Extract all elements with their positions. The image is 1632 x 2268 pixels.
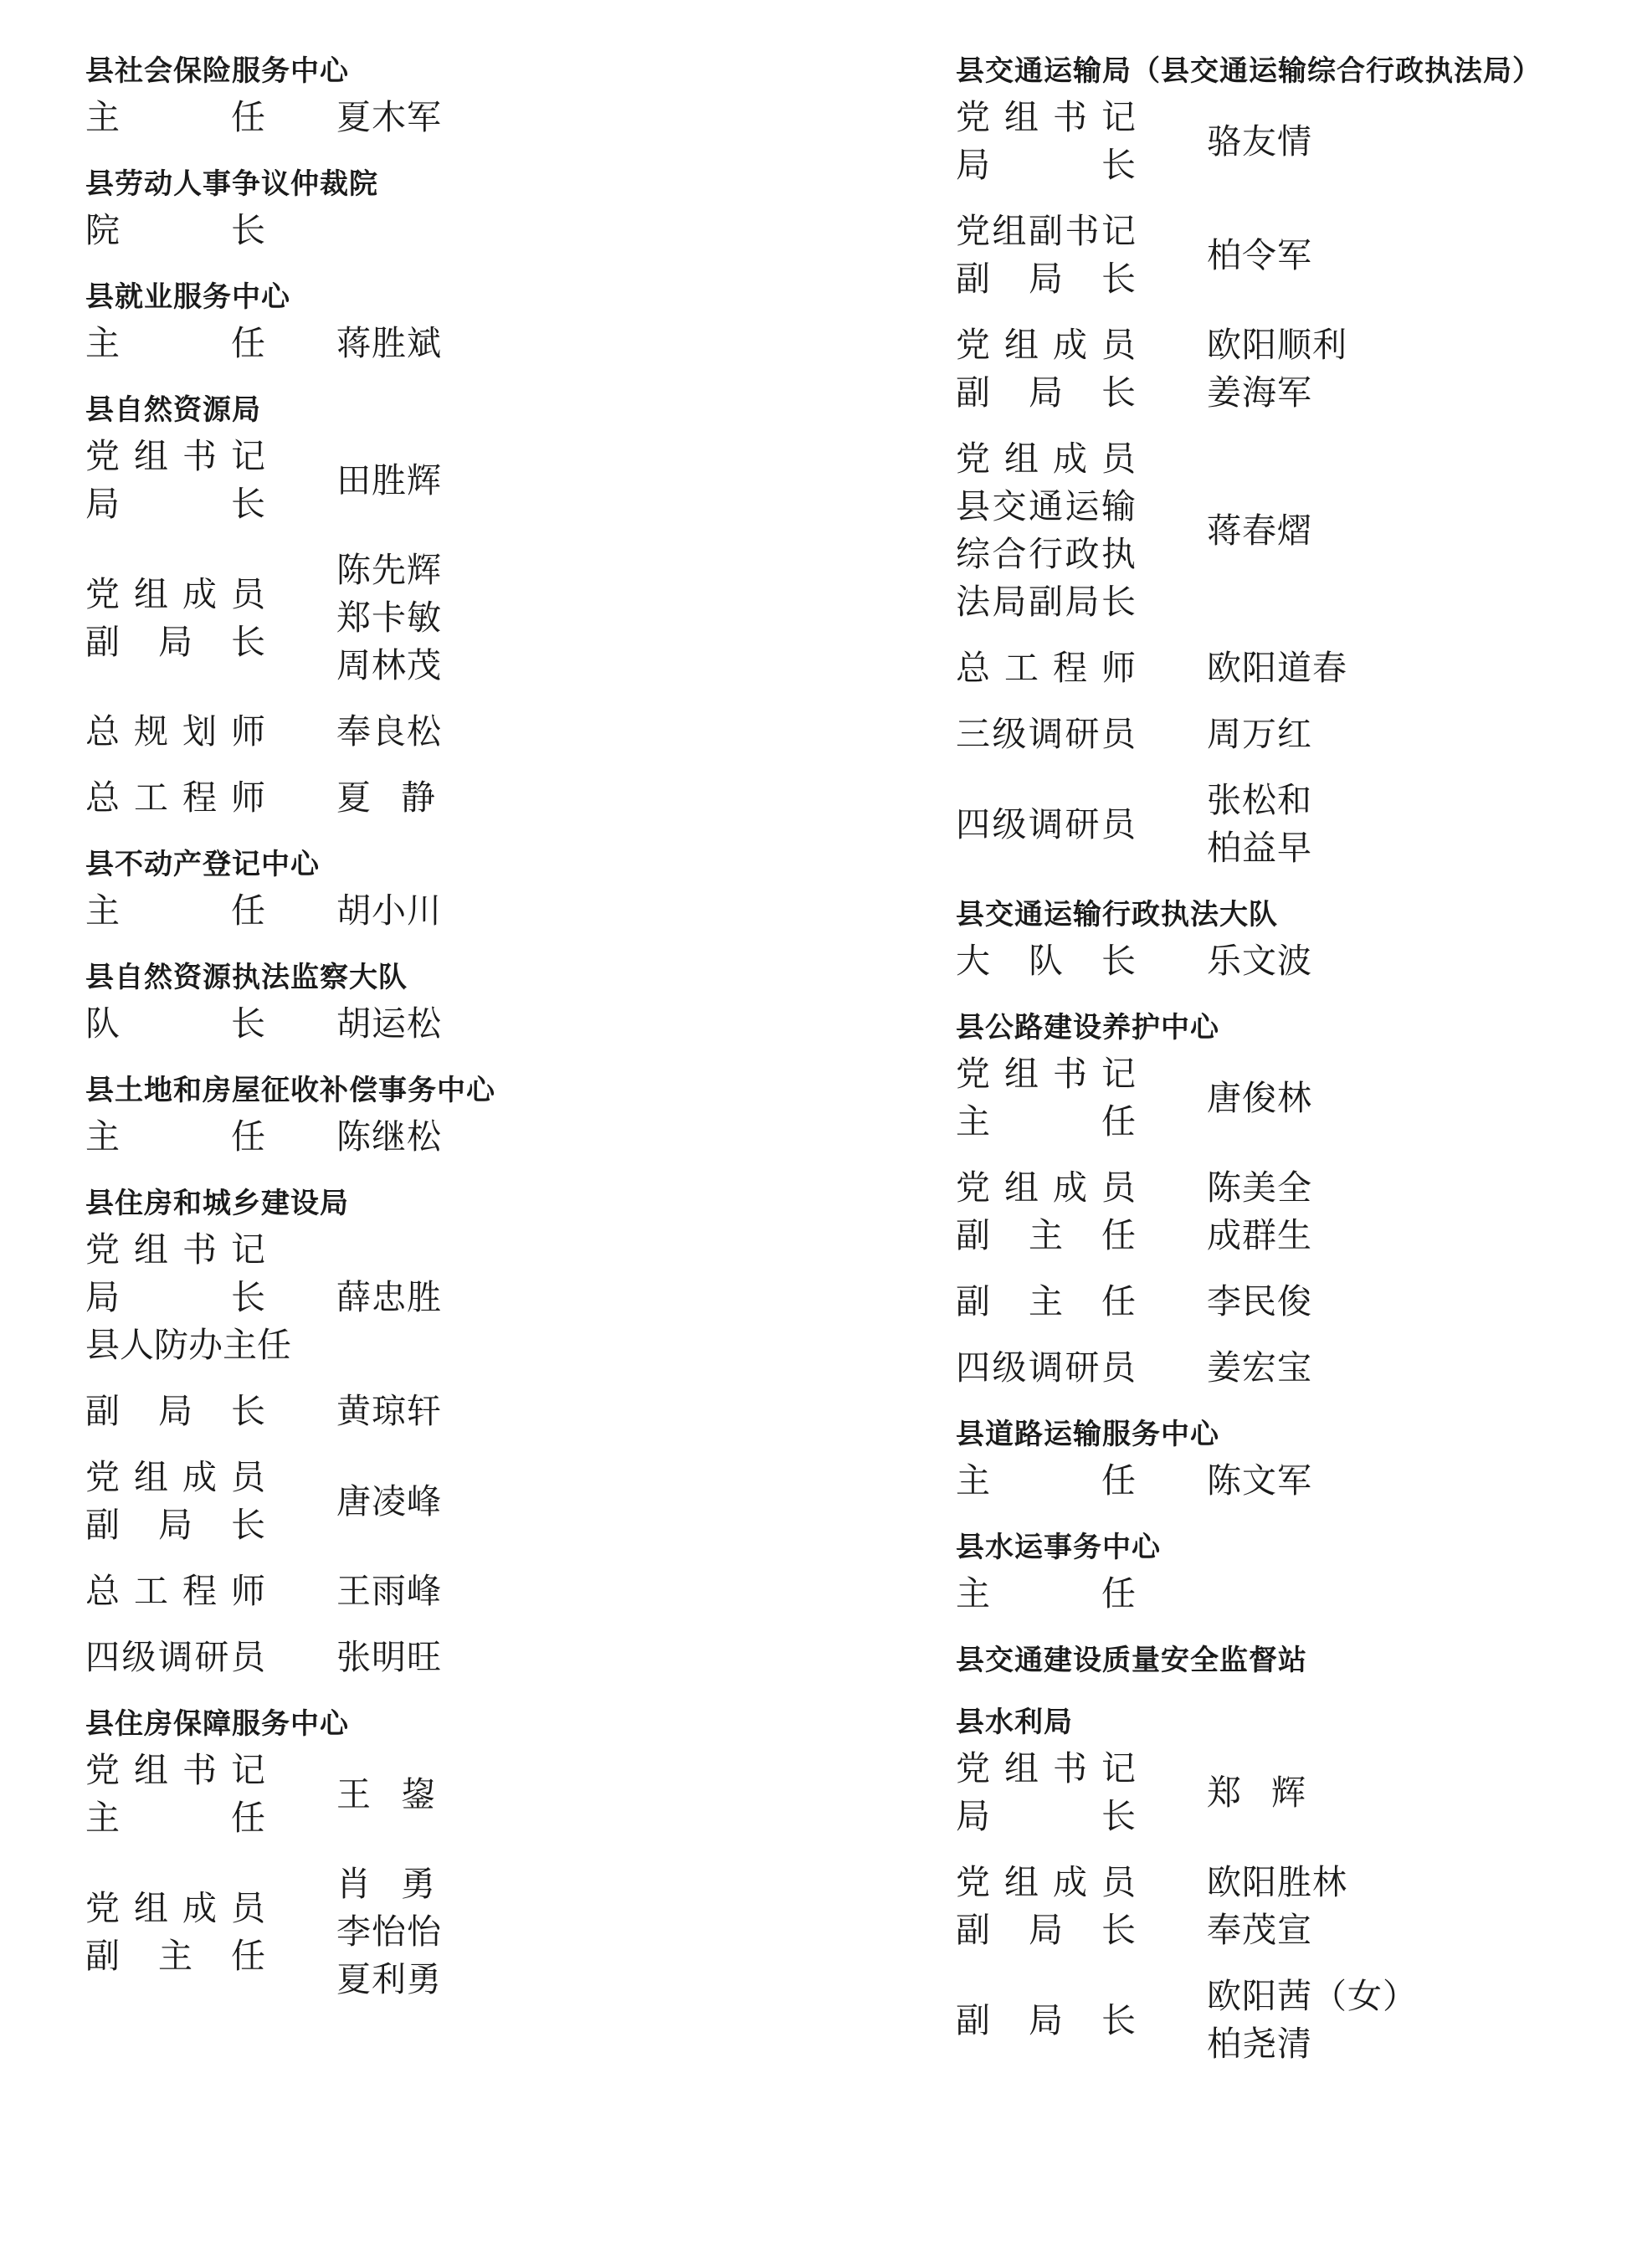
person-name: 薛忠胜 [336, 1277, 442, 1317]
org-section [956, 52, 1625, 872]
position-titles [85, 433, 265, 528]
person-names [336, 1274, 839, 1321]
person-names [336, 94, 839, 141]
person-names [1207, 232, 1625, 280]
position-title: 主 任 [85, 1798, 265, 1838]
position-titles [956, 1050, 1136, 1146]
person-name: 陈文军 [1207, 1460, 1312, 1501]
person-names [336, 1113, 839, 1161]
position-row [956, 1164, 1625, 1260]
person-names [1207, 1344, 1625, 1392]
person-names [336, 1478, 839, 1526]
person-name: 王雨峰 [336, 1571, 442, 1611]
position-title: 党组成员 [956, 1167, 1136, 1208]
position-row [85, 708, 839, 756]
person-name: 唐凌峰 [336, 1480, 442, 1521]
person-names [1207, 1278, 1625, 1326]
position-titles [85, 1388, 265, 1435]
person-names [336, 546, 839, 690]
position-titles [85, 1454, 265, 1549]
position-row [85, 1860, 839, 2004]
org-section [85, 391, 839, 822]
person-name: 周万红 [1207, 714, 1312, 754]
person-name: 陈先辉 [336, 550, 442, 590]
person-name: 田胜辉 [336, 459, 442, 500]
org-title: 县劳动人事争议仲裁院 [85, 167, 378, 201]
org-title: 县住房和城乡建设局 [85, 1187, 349, 1220]
org-section [85, 1184, 839, 1681]
person-name: 夏利勇 [336, 1959, 442, 1999]
position-title: 主 任 [85, 97, 265, 137]
position-row [956, 1859, 1625, 1954]
position-titles [85, 94, 265, 141]
person-names [1207, 644, 1625, 692]
org-title: 县道路运输服务中心 [956, 1418, 1219, 1451]
position-row [956, 1050, 1625, 1146]
person-name: 欧阳顺利 [1207, 325, 1347, 365]
position-titles [956, 1278, 1136, 1326]
right-column [956, 52, 1625, 2091]
person-names [1207, 118, 1625, 166]
position-titles [85, 1113, 265, 1161]
position-title: 主 任 [85, 1116, 265, 1157]
person-names [336, 320, 839, 367]
position-title: 总工程师 [956, 648, 1136, 688]
position-titles [956, 1859, 1136, 1954]
person-names [336, 457, 839, 505]
position-title: 县人防办主任 [85, 1325, 291, 1365]
position-titles [85, 1000, 265, 1048]
position-row [85, 94, 839, 141]
position-row [956, 94, 1625, 189]
org-section [85, 52, 839, 141]
person-names [1207, 1973, 1625, 2068]
position-row [956, 435, 1625, 626]
position-row [956, 937, 1625, 985]
person-name: 李民俊 [1207, 1281, 1312, 1321]
position-titles [956, 321, 1136, 417]
person-name: 胡小川 [336, 890, 442, 931]
org-section [956, 1641, 1625, 1680]
position-row [956, 777, 1625, 872]
position-title: 四级调研员 [956, 803, 1136, 844]
position-title: 副主任 [85, 1935, 265, 1976]
position-titles [956, 208, 1136, 303]
person-names [1207, 937, 1625, 985]
org-title: 县交通运输局（县交通运输综合行政执法局） [956, 54, 1542, 88]
position-row [85, 1634, 839, 1681]
person-names [336, 887, 839, 935]
org-title: 县自然资源局 [85, 393, 261, 427]
position-row [85, 320, 839, 367]
position-titles [85, 708, 265, 756]
position-title: 三级调研员 [956, 714, 1136, 754]
position-title: 党组副书记 [956, 211, 1136, 251]
position-titles [956, 1997, 1136, 2045]
position-title: 副局长 [956, 259, 1136, 299]
org-section [85, 958, 839, 1048]
position-row [956, 1745, 1625, 1840]
position-title: 总工程师 [85, 1571, 265, 1611]
position-row [956, 1973, 1625, 2068]
person-name: 欧阳茜（女） [1207, 1976, 1418, 2016]
person-name: 奉良松 [336, 711, 442, 752]
person-names [336, 1388, 839, 1435]
position-titles [85, 1747, 265, 1842]
person-names [1207, 1164, 1625, 1260]
person-name: 骆友情 [1207, 121, 1312, 162]
person-name: 张明旺 [336, 1637, 442, 1677]
position-title: 综合行政执 [956, 534, 1136, 574]
person-names [336, 1000, 839, 1048]
person-name: 郑辉 [1207, 1772, 1336, 1813]
position-title: 副局长 [956, 1910, 1136, 1950]
position-title: 主 任 [956, 1460, 1136, 1501]
position-title: 党组书记 [956, 1054, 1136, 1094]
person-name: 郑卡敏 [336, 598, 442, 638]
person-name: 夏木军 [336, 97, 442, 137]
person-name: 奉茂宣 [1207, 1910, 1312, 1950]
position-titles [956, 937, 1136, 985]
position-row [956, 644, 1625, 692]
person-name: 周林茂 [336, 645, 442, 685]
position-titles [956, 801, 1136, 849]
person-names [1207, 777, 1625, 872]
position-title: 主 任 [85, 890, 265, 931]
position-title: 主 任 [85, 323, 265, 363]
position-row [85, 433, 839, 528]
position-title: 四级调研员 [956, 1347, 1136, 1388]
position-row [85, 1747, 839, 1842]
position-row [85, 1568, 839, 1615]
org-title: 县土地和房屋征收补偿事务中心 [85, 1074, 495, 1107]
left-column [85, 52, 839, 2027]
position-row [956, 1344, 1625, 1392]
person-name: 黄琼轩 [336, 1391, 442, 1431]
position-title: 队 长 [85, 1003, 265, 1044]
person-names [336, 708, 839, 756]
person-name: 蒋春熠 [1207, 510, 1312, 551]
position-row [85, 774, 839, 822]
org-section [85, 845, 839, 935]
person-name: 夏静 [336, 777, 465, 818]
position-row [956, 208, 1625, 303]
position-title: 局 长 [85, 1277, 265, 1317]
position-titles [956, 1164, 1136, 1260]
position-row [85, 1388, 839, 1435]
position-row [85, 1000, 839, 1048]
position-title: 党组书记 [85, 1750, 265, 1790]
person-name: 陈美全 [1207, 1167, 1312, 1208]
person-name: 蒋胜斌 [336, 323, 442, 363]
org-section [956, 895, 1625, 985]
position-titles [85, 320, 265, 367]
position-title: 法局副局长 [956, 582, 1136, 622]
position-title: 主 任 [956, 1101, 1136, 1142]
position-title: 副主任 [956, 1215, 1136, 1255]
org-title: 县水利局 [956, 1706, 1073, 1739]
person-name: 欧阳胜林 [1207, 1862, 1347, 1902]
position-titles [956, 1344, 1136, 1392]
position-titles [956, 644, 1136, 692]
person-names [1207, 711, 1625, 758]
position-row [85, 1454, 839, 1549]
position-title: 副主任 [956, 1281, 1136, 1321]
person-name: 欧阳道春 [1207, 648, 1347, 688]
position-title: 大队长 [956, 941, 1136, 981]
position-title: 副局长 [956, 372, 1136, 413]
org-title: 县社会保险服务中心 [85, 54, 349, 88]
person-names [1207, 321, 1625, 417]
position-titles [956, 711, 1136, 758]
org-title: 县不动产登记中心 [85, 848, 320, 881]
position-row [956, 1570, 1625, 1618]
person-name: 柏尧清 [1207, 2024, 1312, 2064]
position-titles [85, 887, 265, 935]
position-row [85, 887, 839, 935]
person-name: 陈继松 [336, 1116, 442, 1157]
org-section [956, 1703, 1625, 2068]
position-title: 局 长 [85, 484, 265, 524]
org-section [85, 165, 839, 254]
position-row [85, 207, 839, 254]
person-name: 张松和 [1207, 780, 1312, 820]
position-row [85, 1226, 839, 1369]
position-row [956, 321, 1625, 417]
org-section [956, 1415, 1625, 1505]
position-titles [956, 94, 1136, 189]
person-name: 李怡怡 [336, 1911, 442, 1952]
position-title: 局 长 [956, 145, 1136, 185]
person-names [1207, 1075, 1625, 1122]
person-names [1207, 1769, 1625, 1817]
position-titles [85, 1568, 265, 1615]
position-title: 副局长 [956, 1999, 1136, 2040]
person-name: 胡运松 [336, 1003, 442, 1044]
person-name: 成群生 [1207, 1215, 1312, 1255]
position-title: 党组成员 [956, 439, 1136, 479]
position-titles [85, 774, 265, 822]
org-title: 县就业服务中心 [85, 280, 290, 314]
org-section [956, 1008, 1625, 1392]
position-titles [956, 1745, 1136, 1840]
position-title: 党组书记 [85, 1229, 265, 1270]
position-title: 党组成员 [85, 1887, 265, 1928]
org-title: 县公路建设养护中心 [956, 1011, 1219, 1044]
position-title: 四级调研员 [85, 1637, 265, 1677]
position-title: 县交通运输 [956, 486, 1136, 526]
position-row [85, 1113, 839, 1161]
position-title: 总规划师 [85, 711, 265, 752]
person-names [1207, 507, 1625, 555]
position-row [956, 1278, 1625, 1326]
person-name: 柏益早 [1207, 828, 1312, 868]
position-titles [85, 571, 265, 666]
person-names [336, 1771, 839, 1819]
person-names [336, 1568, 839, 1615]
position-titles [956, 435, 1136, 626]
position-title: 党组书记 [956, 97, 1136, 137]
org-section [85, 278, 839, 367]
position-title: 院 长 [85, 210, 265, 250]
position-titles [85, 1226, 291, 1369]
person-names [1207, 1859, 1625, 1954]
org-section [956, 1528, 1625, 1618]
person-name: 王鋆 [336, 1773, 465, 1814]
position-titles [956, 1570, 1136, 1618]
org-title: 县住房保障服务中心 [85, 1707, 349, 1741]
person-name: 姜海军 [1207, 372, 1312, 413]
position-row [956, 711, 1625, 758]
position-title: 副局长 [85, 621, 265, 662]
person-name: 唐俊林 [1207, 1077, 1312, 1118]
person-name: 乐文波 [1207, 941, 1312, 981]
position-title: 党组成员 [956, 325, 1136, 365]
position-title: 党组成员 [85, 1457, 265, 1497]
person-names [336, 1860, 839, 2004]
position-title: 党组书记 [85, 436, 265, 476]
position-title: 副局长 [85, 1505, 265, 1545]
position-titles [85, 1634, 265, 1681]
person-name: 姜宏宝 [1207, 1347, 1312, 1388]
position-title: 党组成员 [85, 573, 265, 614]
position-title: 总工程师 [85, 777, 265, 818]
org-title: 县交通建设质量安全监督站 [956, 1644, 1307, 1677]
position-title: 局 长 [956, 1796, 1136, 1836]
person-names [336, 774, 839, 822]
person-name: 柏令军 [1207, 234, 1312, 275]
position-row [85, 546, 839, 690]
position-title: 党组成员 [956, 1862, 1136, 1902]
org-section [85, 1705, 839, 2004]
position-title: 党组书记 [956, 1748, 1136, 1788]
position-row [956, 1457, 1625, 1505]
org-title: 县水运事务中心 [956, 1531, 1161, 1564]
position-title: 副局长 [85, 1391, 265, 1431]
org-title: 县交通运输行政执法大队 [956, 898, 1278, 931]
position-titles [85, 1885, 265, 1980]
org-section [85, 1071, 839, 1161]
person-names [1207, 1457, 1625, 1505]
person-name: 肖勇 [336, 1864, 465, 1904]
position-title: 主 任 [956, 1573, 1136, 1614]
position-titles [956, 1457, 1136, 1505]
position-titles [85, 207, 265, 254]
person-names [336, 1634, 839, 1681]
org-title: 县自然资源执法监察大队 [85, 961, 408, 994]
